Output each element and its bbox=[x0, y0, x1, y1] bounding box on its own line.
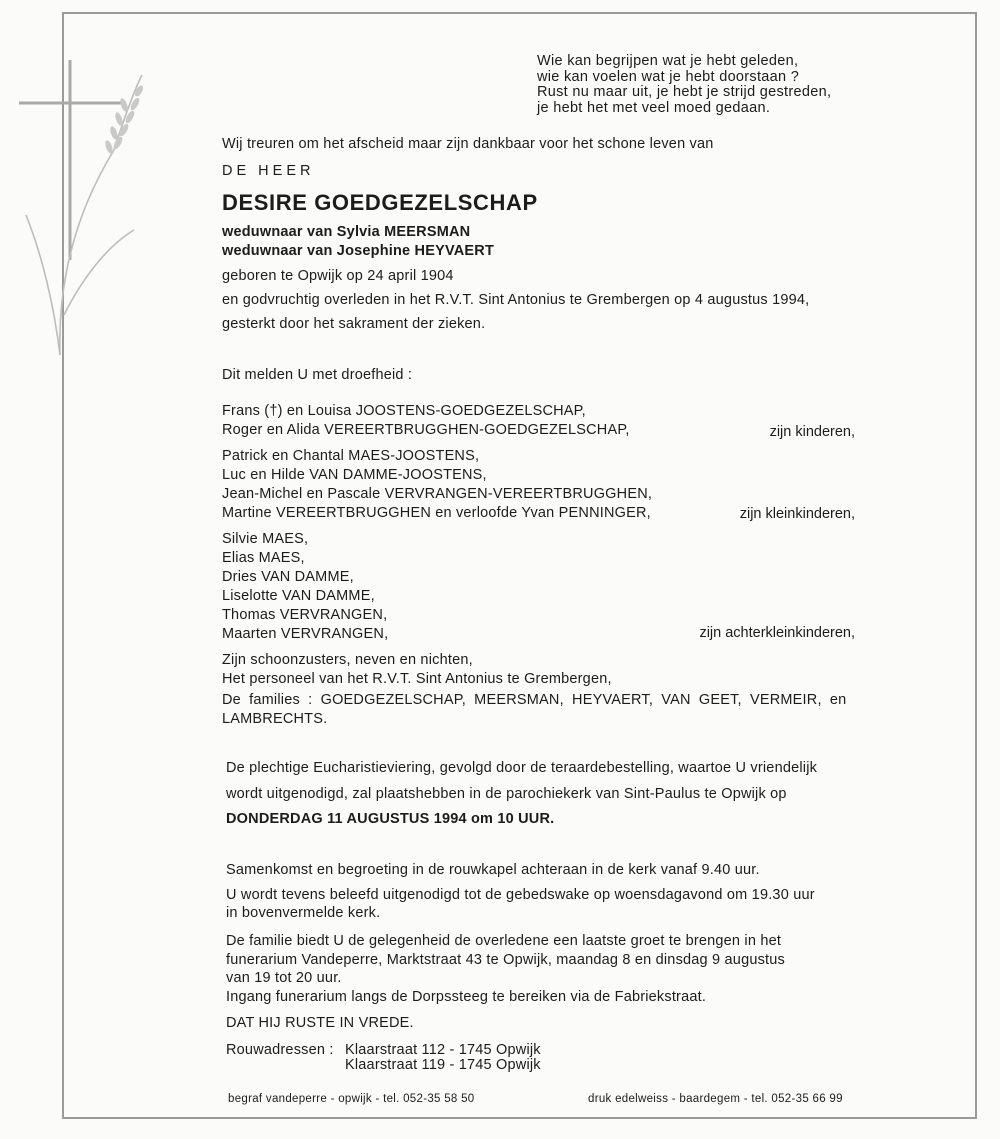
family-line: LAMBRECHTS. bbox=[222, 711, 328, 727]
poem bbox=[537, 54, 831, 116]
family-line: Patrick en Chantal MAES-JOOSTENS, bbox=[222, 448, 480, 464]
sacrament-line: gesterkt door het sakrament der zieken. bbox=[222, 316, 486, 332]
title-text: DE HEER bbox=[222, 163, 315, 179]
poem-line: je hebt het met veel moed gedaan. bbox=[537, 99, 771, 116]
farewell-line: van 19 tot 20 uur. bbox=[226, 970, 342, 986]
wake-line: in bovenvermelde kerk. bbox=[226, 905, 381, 921]
family-line: Liselotte VAN DAMME, bbox=[222, 588, 375, 604]
footer-funeral-home: begraf vandeperre - opwijk - tel. 052-35 58 50 bbox=[228, 1093, 475, 1105]
poem-line: wie kan voelen wat je hebt doorstaan ? bbox=[537, 68, 800, 85]
cross-wheat-decoration-icon bbox=[14, 55, 154, 375]
family-line: Martine VEREERTBRUGGHEN en verloofde Yvan PENNINGER, bbox=[222, 505, 651, 521]
address-line: Klaarstraat 112 - 1745 Opwijk bbox=[345, 1042, 541, 1058]
entrance-line: Ingang funerarium langs de Dorpssteeg te bereiken via de Fabriekstraat. bbox=[226, 989, 707, 1005]
family-line: Zijn schoonzusters, neven en nichten, bbox=[222, 652, 473, 668]
family-line: Dries VAN DAMME, bbox=[222, 569, 354, 585]
address-line: Klaarstraat 119 - 1745 Opwijk bbox=[345, 1057, 541, 1073]
footer-printer: druk edelweiss - baardegem - tel. 052-35 66 99 bbox=[588, 1093, 843, 1105]
family-line: Jean-Michel en Pascale VERVRANGEN-VEREERTBRUGGHEN, bbox=[222, 486, 653, 502]
widower-line: weduwnaar van Sylvia MEERSMAN bbox=[222, 224, 471, 240]
address-label: Rouwadressen : bbox=[226, 1042, 334, 1058]
poem-line: Rust nu maar uit, je hebt je strijd gestreden, bbox=[537, 84, 832, 100]
announce-line: Dit melden U met droefheid : bbox=[222, 367, 413, 383]
service-line: wordt uitgenodigd, zal plaatshebben in de parochiekerk van Sint-Paulus te Opwijk op bbox=[226, 786, 787, 802]
family-line: Elias MAES, bbox=[222, 550, 305, 566]
wake-line: U wordt tevens beleefd uitgenodigd tot de gebedswake op woensdagavond om 19.30 uur bbox=[226, 887, 815, 903]
greatgrandchildren-label: zijn achterkleinkinderen, bbox=[699, 625, 855, 641]
intro-text: Wij treuren om het afscheid maar zijn dankbaar voor het schone leven van bbox=[222, 136, 714, 152]
children-label: zijn kinderen, bbox=[769, 424, 855, 440]
birth-line: geboren te Opwijk op 24 april 1904 bbox=[222, 268, 454, 284]
family-line: Roger en Alida VEREERTBRUGGHEN-GOEDGEZELSCHAP, bbox=[222, 422, 630, 438]
rest-line: DAT HIJ RUSTE IN VREDE. bbox=[226, 1015, 414, 1031]
widower-line: weduwnaar van Josephine HEYVAERT bbox=[222, 243, 495, 259]
family-line: Silvie MAES, bbox=[222, 531, 309, 547]
farewell-line: De familie biedt U de gelegenheid de overledene een laatste groet te brengen in het bbox=[226, 933, 782, 949]
family-line: Thomas VERVRANGEN, bbox=[222, 607, 388, 623]
family-line: Het personeel van het R.V.T. Sint Antonius te Grembergen, bbox=[222, 671, 612, 687]
service-line: De plechtige Eucharistieviering, gevolgd door de teraardebestelling, waartoe U vriendelijk bbox=[226, 760, 818, 776]
poem-line: Wie kan begrijpen wat je hebt geleden, bbox=[537, 53, 799, 69]
death-line: en godvruchtig overleden in het R.V.T. Sint Antonius te Grembergen op 4 augustus 1994, bbox=[222, 292, 810, 308]
family-line: Luc en Hilde VAN DAMME-JOOSTENS, bbox=[222, 467, 487, 483]
deceased-name: DESIRE GOEDGEZELSCHAP bbox=[222, 190, 538, 215]
grandchildren-label: zijn kleinkinderen, bbox=[739, 506, 855, 522]
service-date: DONDERDAG 11 AUGUSTUS 1994 om 10 UUR. bbox=[226, 811, 555, 827]
gathering-line: Samenkomst en begroeting in de rouwkapel achteraan in de kerk vanaf 9.40 uur. bbox=[226, 862, 760, 878]
family-line: Frans (†) en Louisa JOOSTENS-GOEDGEZELSCHAP, bbox=[222, 403, 586, 419]
farewell-line: funerarium Vandeperre, Marktstraat 43 te Opwijk, maandag 8 en dinsdag 9 augustus bbox=[226, 952, 785, 968]
family-line: De families : GOEDGEZELSCHAP, MEERSMAN, HEYVAERT, VAN GEET, VERMEIR, en bbox=[222, 692, 847, 708]
family-line: Maarten VERVRANGEN, bbox=[222, 626, 389, 642]
